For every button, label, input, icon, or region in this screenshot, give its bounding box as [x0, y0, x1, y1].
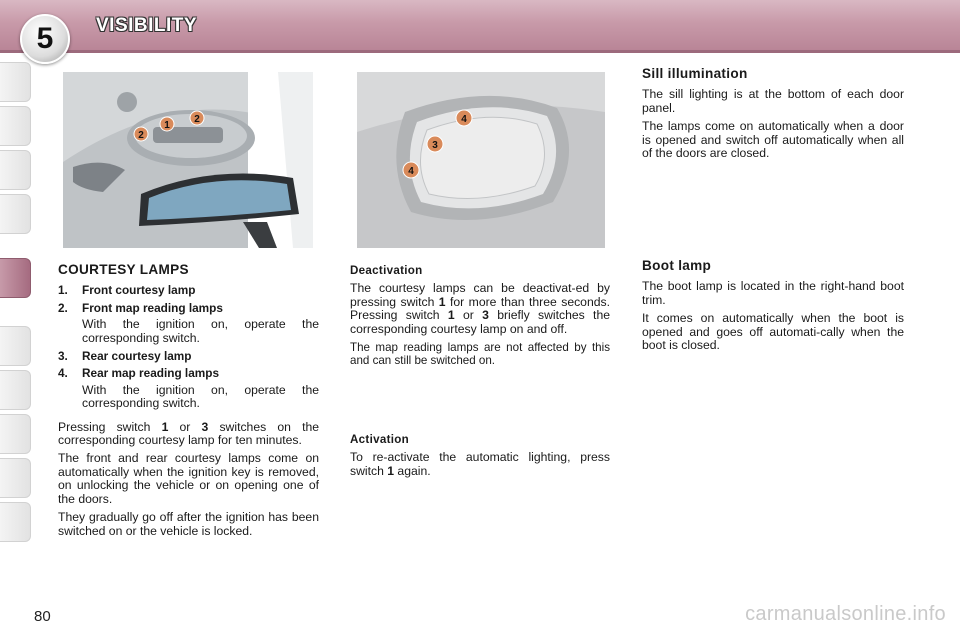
- chapter-tab[interactable]: [0, 62, 31, 102]
- page-number: 80: [34, 608, 51, 625]
- paragraph: Pressing switch 1 or 3 switches on the corresponding courtesy lamp for ten minutes.: [58, 419, 320, 448]
- front-lamp-photo: [63, 72, 313, 248]
- callout-label: 4: [461, 114, 467, 125]
- chapter-tab[interactable]: [0, 414, 31, 454]
- paragraph: The front and rear courtesy lamps come on automatically when the ignition key is removed, on unlocking the vehicle or on opening one of the doors.: [58, 451, 319, 506]
- paragraph: They gradually go off after the ignition has been switched on or the vehicle is locked.: [58, 510, 319, 538]
- section-title: Boot lamp: [642, 258, 712, 273]
- paragraph: The boot lamp is located in the right-hand boot trim.: [642, 279, 904, 307]
- list-item: 1. Front courtesy lamp: [58, 283, 196, 298]
- paragraph: The sill lighting is at the bottom of each door panel.: [642, 87, 904, 115]
- chapter-tab-strip: [0, 62, 34, 574]
- activation-section: [350, 433, 610, 483]
- section-title: Sill illumination: [642, 66, 748, 81]
- courtesy-section: [58, 263, 319, 543]
- callout-label: 1: [164, 120, 170, 131]
- list-item: 3. Rear courtesy lamp: [58, 349, 192, 364]
- chapter-tab[interactable]: [0, 194, 31, 234]
- deactivation-section: [350, 264, 610, 373]
- header-divider: [0, 50, 960, 53]
- list-item: 4. Rear map reading lamps: [58, 366, 220, 381]
- subsection-title: Deactivation: [350, 264, 423, 277]
- chapter-number-badge: 5: [20, 14, 70, 64]
- sill-section: [642, 67, 904, 165]
- boot-section: [642, 259, 904, 357]
- chapter-tab[interactable]: [0, 150, 31, 190]
- lamp-list: [58, 284, 319, 410]
- list-item-note: With the ignition on, operate the corresponding switch.: [82, 382, 319, 411]
- watermark: carmanualsonline.info: [745, 603, 946, 625]
- section-title: COURTESY LAMPS: [58, 262, 189, 277]
- rear-lamp-photo: [357, 72, 605, 248]
- subsection-title: Activation: [350, 433, 410, 446]
- paragraph: It comes on automatically when the boot is opened and goes off automati-cally when the boot is closed.: [642, 311, 904, 353]
- callout-label: 3: [432, 140, 438, 151]
- chapter-tab[interactable]: [0, 326, 31, 366]
- list-item-note: With the ignition on, operate the corresponding switch.: [82, 317, 319, 345]
- list-item: 2. Front map reading lamps: [58, 300, 223, 315]
- paragraph: To re-activate the automatic lighting, press switch 1 again.: [350, 450, 610, 478]
- chapter-tab-active[interactable]: [0, 258, 31, 298]
- chapter-tab[interactable]: [0, 106, 31, 146]
- paragraph: The lamps come on automatically when a door is opened and switch off automatically when all of the doors are closed.: [642, 119, 904, 161]
- chapter-tab[interactable]: [0, 458, 31, 498]
- callout-label: 2: [138, 130, 144, 141]
- chapter-tab[interactable]: [0, 370, 31, 410]
- paragraph: The courtesy lamps can be deactivat-ed by pressing switch 1 for more than three seconds. Pressing switch 1 or 3 briefly switches the corresponding courtesy lamp on and off.: [350, 281, 611, 336]
- callout-label: 4: [408, 166, 414, 177]
- callout-label: 2: [194, 114, 200, 125]
- paragraph: The map reading lamps are not affected by this and can still be switched on.: [350, 341, 610, 368]
- chapter-title: VISIBILITY: [96, 15, 198, 36]
- chapter-tab[interactable]: [0, 502, 31, 542]
